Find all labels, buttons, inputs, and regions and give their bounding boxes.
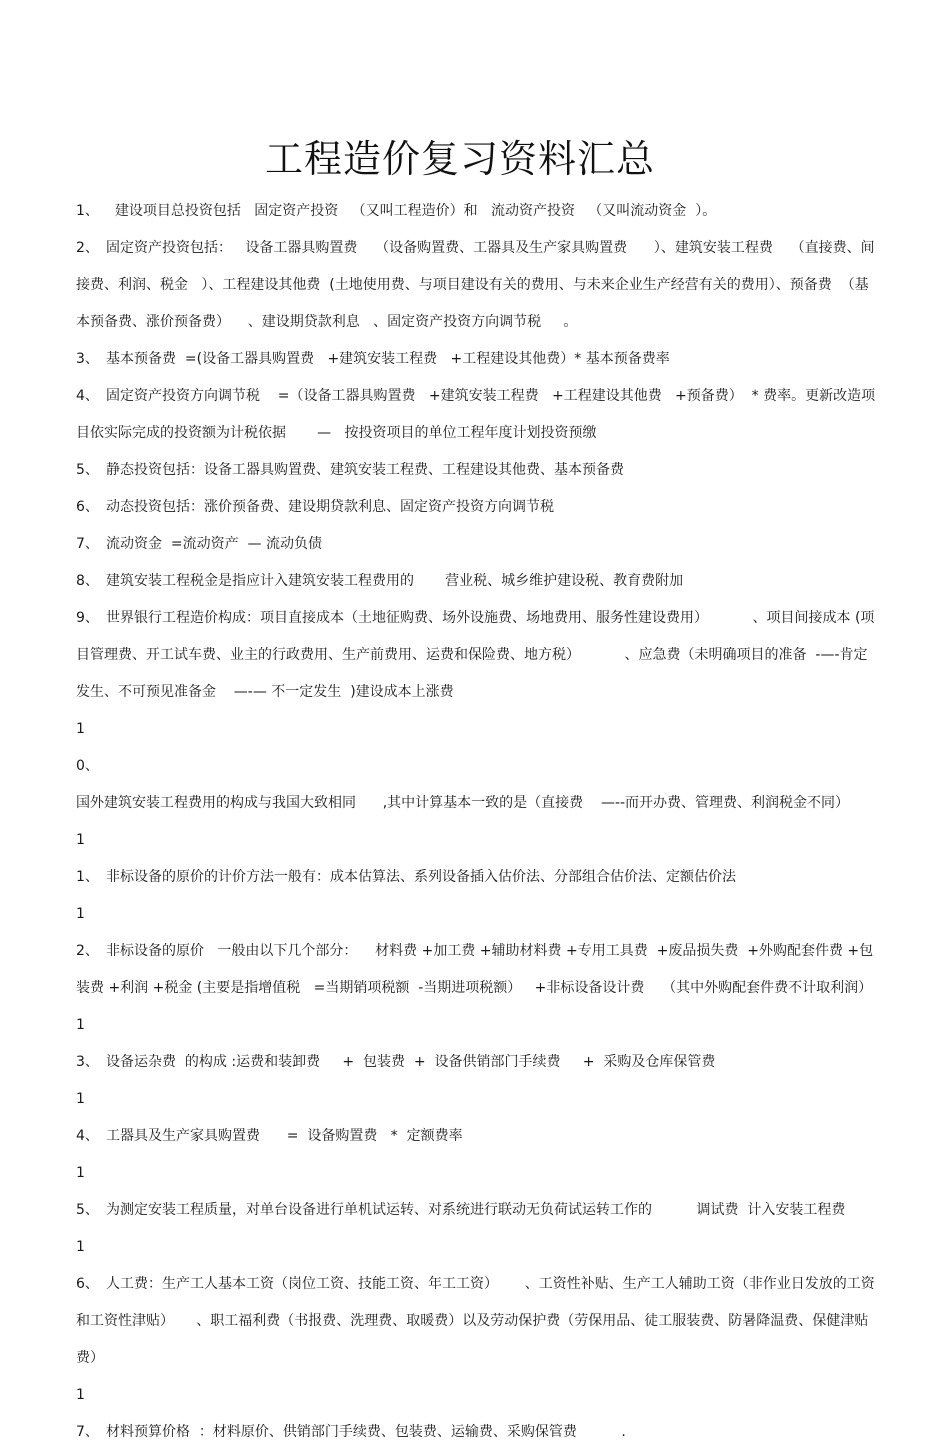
- item-text: 非标设备的原价 一般由以下几个部分： 材料费 +加工费 +辅助材料费 +专用工具费 +废品损失费 +外购配套件费 +包装费 +利润 +税金 (主要是指增值税 =当期销项税额 -当期进项税额） +非标设备设计费 （其中外购配套件费不计取利润）: [76, 943, 874, 996]
- item-number: 11、: [76, 832, 99, 885]
- item-text: 基本预备费 =(设备工器具购置费 +建筑安装工程费 +工程建设其他费）* 基本预备费率: [106, 351, 670, 367]
- list-item: [76, 711, 876, 822]
- list-item: [76, 193, 876, 230]
- item-text: 非标设备的原价的计价方法一般有：成本估算法、系列设备插入估价法、分部组合估价法、定额估价法: [106, 869, 736, 885]
- item-number: 13、: [76, 1017, 99, 1070]
- item-number: 14、: [76, 1091, 99, 1144]
- list-item: [76, 378, 876, 452]
- item-text: 固定资产投资包括： 设备工器具购置费 （设备购置费、工器具及生产家具购置费 ）、建筑安装工程费 （直接费、间接费、利润、税金 ）、工程建设其他费 (土地使用费、与项目建设有关的费用、与未来企业生产经营有关的费用）、预备费 （基本预备费、涨价预备费） 、建设期贷款利息 、固定资产投资方向调节税 。: [76, 240, 875, 330]
- item-number: 8、: [76, 573, 99, 589]
- list-item: [76, 563, 876, 600]
- list-item: [76, 526, 876, 563]
- item-text: 建筑安装工程税金是指应计入建筑安装工程费用的 营业税、城乡维护建设税、教育费附加: [106, 573, 684, 589]
- item-text: 工器具及生产家具购置费 = 设备购置费 * 定额费率: [106, 1128, 463, 1144]
- list-item: [76, 1229, 876, 1377]
- item-text: 为测定安装工程质量，对单台设备进行单机试运转、对系统进行联动无负荷试运转工作的 调试费 计入安装工程费: [106, 1202, 846, 1218]
- item-text: 世界银行工程造价构成：项目直接成本（土地征购费、场外设施费、场地费用、服务性建设费用） 、项目间接成本 (项目管理费、开工试车费、业主的行政费用、生产前费用、运费和保险费、地方税） 、应急费（未明确项目的准备 -—-肯定发生、不可预见准备金 —-— 不一定发生 )建设成本上涨费: [76, 610, 875, 700]
- item-number: 15、: [76, 1165, 99, 1218]
- item-number: 6、: [76, 499, 99, 515]
- item-text: 人工费：生产工人基本工资（岗位工资、技能工资、年工工资） 、工资性补贴、生产工人辅助工资（非作业日发放的工资和工资性津贴） 、职工福利费（书报费、洗理费、取暖费）以及劳动保护费（劳保用品、徒工服装费、防暑降温费、保健津贴费）: [76, 1276, 875, 1366]
- list-item: [76, 489, 876, 526]
- item-number: 16、: [76, 1239, 99, 1292]
- item-text: 动态投资包括：涨价预备费、建设期贷款利息、固定资产投资方向调节税: [106, 499, 554, 515]
- item-text: 材料预算价格 ：材料原价、供销部门手续费、包装费、运输费、采购保管费 .: [106, 1424, 626, 1440]
- item-number: 7、: [76, 536, 99, 552]
- item-text: 静态投资包括：设备工器具购置费、建筑安装工程费、工程建设其他费、基本预备费: [106, 462, 624, 478]
- item-text: 流动资金 =流动资产 — 流动负债: [106, 536, 322, 552]
- item-number: 5、: [76, 462, 99, 478]
- document-title: 工程造价复习资料汇总: [264, 137, 655, 181]
- list-item: [76, 1377, 876, 1451]
- list-item: [76, 1155, 876, 1229]
- item-number: 17、: [76, 1387, 99, 1440]
- list-item: [76, 822, 876, 896]
- list-item: [76, 1081, 876, 1155]
- item-text: 建设项目总投资包括 固定资产投资 （又叫工程造价）和 流动资产投资 （又叫流动资金 ）。: [106, 203, 717, 219]
- item-text: 设备运杂费 的构成 :运费和装卸费 + 包装费 + 设备供销部门手续费 + 采购及仓库保管费: [106, 1054, 716, 1070]
- item-number: 12、: [76, 906, 99, 959]
- list-item: [76, 1007, 876, 1081]
- item-text: 国外建筑安装工程费用的构成与我国大致相同 ,其中计算基本一致的是（直接费 —--而开办费、管理费、利润税金不同）: [76, 795, 850, 811]
- list-item: [76, 230, 876, 341]
- item-text: 固定资产投资方向调节税 =（设备工器具购置费 +建筑安装工程费 +工程建设其他费 +预备费） * 费率。更新改造项目依实际完成的投资额为计税依据 — 按投资项目的单位工程年度计划投资预缴: [76, 388, 876, 441]
- list-item: [76, 600, 876, 711]
- list-item: [76, 452, 876, 489]
- list-item: [76, 896, 876, 1007]
- list-item: [76, 341, 876, 378]
- item-number: 10、: [76, 721, 99, 774]
- item-number: 2、: [76, 240, 99, 256]
- item-number: 9、: [76, 610, 99, 626]
- item-number: 1、: [76, 203, 99, 219]
- item-number: 4、: [76, 388, 99, 404]
- item-number: 3、: [76, 351, 99, 367]
- item-list: [76, 193, 876, 1451]
